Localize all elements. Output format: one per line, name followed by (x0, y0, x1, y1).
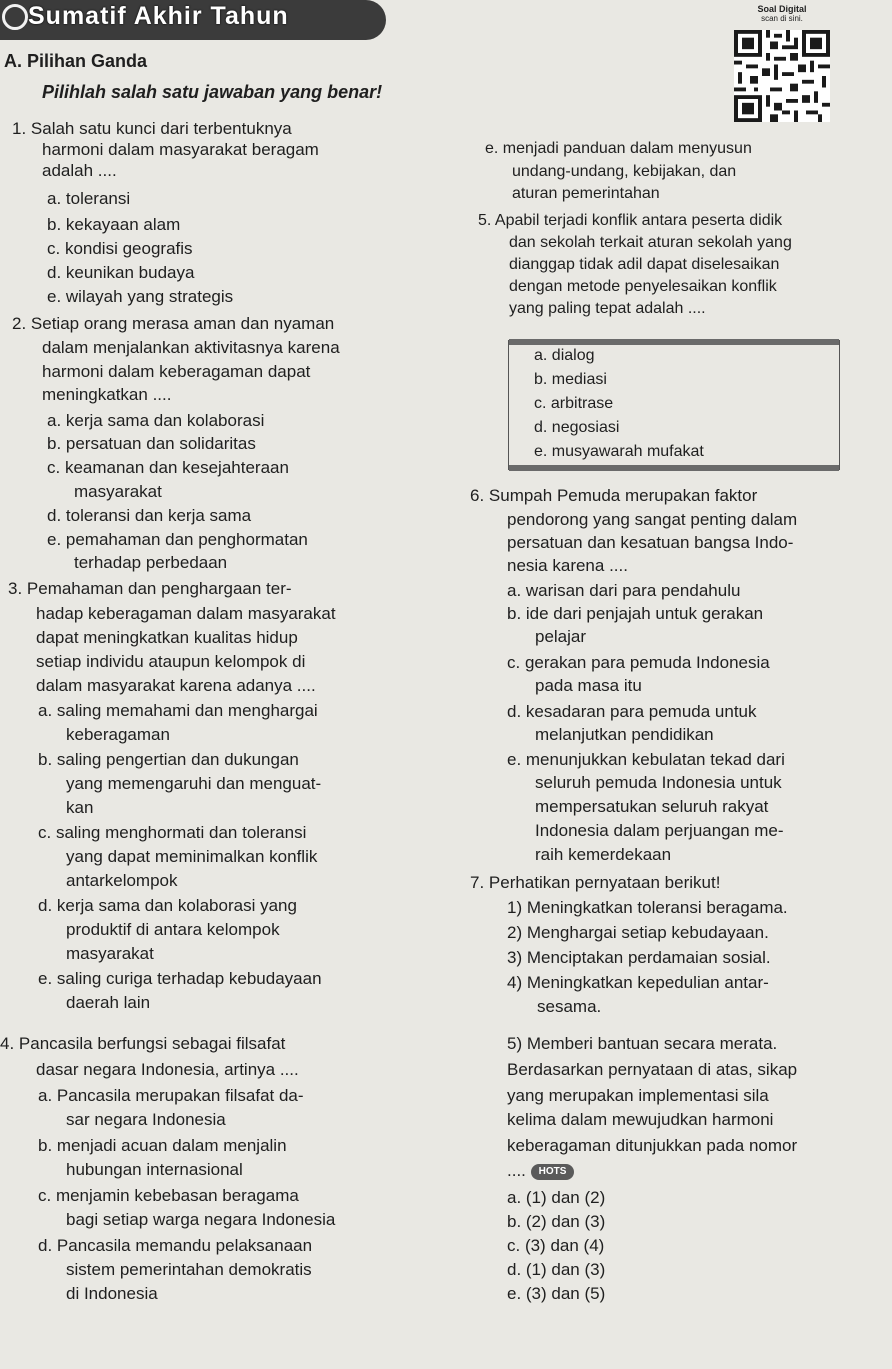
statement-5: 5) Memberi bantuan secara merata. (507, 1034, 778, 1053)
question-text: harmoni dalam masyarakat beragam (42, 140, 319, 159)
question-text: adalah .... (42, 161, 117, 180)
option-e-cont: seluruh pemuda Indonesia untuk (535, 773, 782, 792)
option-a-cont: sar negara Indonesia (66, 1110, 226, 1129)
option-d-cont: produktif di antara kelompok (66, 920, 280, 939)
question-text: yang merupakan implementasi sila (507, 1086, 769, 1105)
statement-4: 4) Meningkatkan kepedulian antar- (507, 973, 769, 992)
question-text: persatuan dan kesatuan bangsa Indo- (507, 533, 794, 552)
option-e[interactable]: e. menjadi panduan dalam menyusun (485, 140, 752, 157)
option-c[interactable]: c. (3) dan (4) (507, 1236, 605, 1255)
question-text: nesia karena .... (507, 556, 628, 575)
ellipsis: .... (507, 1161, 526, 1180)
statement-3: 3) Menciptakan perdamaian sosial. (507, 948, 771, 967)
option-b-cont: kan (66, 798, 94, 817)
option-c[interactable]: c. arbitrase (534, 395, 614, 412)
question-text: dapat meningkatkan kualitas hidup (36, 628, 298, 647)
question-text: harmoni dalam keberagaman dapat (42, 362, 311, 381)
option-e[interactable]: e. (3) dan (5) (507, 1284, 606, 1303)
page-title: Sumatif Akhir Tahun (28, 2, 289, 30)
question-text: dalam menjalankan aktivitasnya karena (42, 338, 340, 357)
option-c-cont: bagi setiap warga negara Indonesia (66, 1210, 336, 1229)
option-c[interactable]: c. menjamin kebebasan beragama (38, 1186, 299, 1205)
option-d[interactable]: d. keunikan budaya (47, 263, 195, 282)
option-b-cont: pelajar (535, 627, 587, 646)
question-text: 3. Pemahaman dan penghargaan ter- (8, 579, 292, 598)
question-text: kelima dalam mewujudkan harmoni (507, 1110, 774, 1129)
question-text: 5. Apabil terjadi konflik antara peserta didik (478, 212, 783, 229)
option-c-cont: yang dapat meminimalkan konflik (66, 847, 318, 866)
question-text: pendorong yang sangat penting dalam (507, 510, 798, 529)
option-e[interactable]: e. musyawarah mufakat (534, 443, 704, 460)
question-text: dengan metode penyelesaikan konflik (509, 278, 777, 295)
question-text: meningkatkan .... (42, 385, 172, 404)
question-text: yang paling tepat adalah .... (509, 300, 706, 317)
option-d[interactable]: d. Pancasila memandu pelaksanaan (38, 1236, 313, 1255)
option-d-cont: di Indonesia (66, 1284, 158, 1303)
box-bottom-bar (509, 465, 839, 471)
question-text: Berdasarkan pernyataan di atas, sikap (507, 1060, 798, 1079)
option-b[interactable]: b. mediasi (534, 371, 607, 388)
hots-badge: HOTS (531, 1164, 575, 1180)
option-d[interactable]: d. negosiasi (534, 419, 620, 436)
option-e-cont: daerah lain (66, 993, 151, 1012)
option-a[interactable]: a. toleransi (47, 189, 131, 208)
statement-4-cont: sesama. (537, 997, 602, 1016)
question-text: keberagaman ditunjukkan pada nomor (507, 1136, 798, 1155)
section-title: A. Pilihan Ganda (4, 51, 148, 71)
question-text: dianggap tidak adil dapat diselesaikan (509, 256, 780, 273)
option-a[interactable]: a. dialog (534, 347, 595, 364)
option-e-cont: aturan pemerintahan (512, 185, 660, 202)
instruction: Pilihlah salah satu jawaban yang benar! (42, 82, 383, 102)
option-a-cont: keberagaman (66, 725, 170, 744)
option-a[interactable]: a. saling memahami dan menghargai (38, 701, 318, 720)
question-text: hadap keberagaman dalam masyarakat (36, 604, 336, 623)
option-b[interactable]: b. persatuan dan solidaritas (47, 434, 256, 453)
qr-sub: scan di sini. (761, 14, 803, 23)
qr-label: Soal Digital (757, 4, 807, 14)
option-d[interactable]: d. (1) dan (3) (507, 1260, 606, 1279)
option-b[interactable]: b. saling pengertian dan dukungan (38, 750, 299, 769)
option-e-cont: Indonesia dalam perjuangan me- (535, 821, 784, 840)
option-c[interactable]: c. kondisi geografis (47, 239, 193, 258)
question-text: dasar negara Indonesia, artinya .... (36, 1060, 299, 1079)
question-text: 7. Perhatikan pernyataan berikut! (470, 873, 721, 892)
digital-question-qr[interactable] (728, 4, 836, 122)
option-d[interactable]: d. kerja sama dan kolaborasi yang (38, 896, 297, 915)
option-d-cont: masyarakat (66, 944, 154, 963)
question-text: 2. Setiap orang merasa aman dan nyaman (12, 314, 335, 333)
question-text: 6. Sumpah Pemuda merupakan faktor (470, 486, 758, 505)
option-e[interactable]: e. saling curiga terhadap kebudayaan (38, 969, 322, 988)
option-b-cont: hubungan internasional (66, 1160, 243, 1179)
option-a[interactable]: a. Pancasila merupakan filsafat da- (38, 1086, 304, 1105)
option-c[interactable]: c. keamanan dan kesejahteraan (47, 458, 289, 477)
option-c[interactable]: c. gerakan para pemuda Indonesia (507, 653, 770, 672)
option-e[interactable]: e. wilayah yang strategis (47, 287, 234, 306)
option-b[interactable]: b. kekayaan alam (47, 215, 181, 234)
option-e[interactable]: e. menunjukkan kebulatan tekad dari (507, 750, 785, 769)
option-c-cont: masyarakat (74, 482, 162, 501)
option-e-cont: undang-undang, kebijakan, dan (512, 163, 737, 180)
option-d-cont: melanjutkan pendidikan (535, 725, 714, 744)
option-b-cont: yang memengaruhi dan menguat- (66, 774, 322, 793)
question-text: dan sekolah terkait aturan sekolah yang (509, 234, 792, 251)
option-b[interactable]: b. (2) dan (3) (507, 1212, 606, 1231)
option-a[interactable]: a. kerja sama dan kolaborasi (47, 411, 265, 430)
option-e-cont: raih kemerdekaan (535, 845, 672, 864)
option-d[interactable]: d. kesadaran para pemuda untuk (507, 702, 757, 721)
option-c-cont: antarkelompok (66, 871, 178, 890)
option-d-cont: sistem pemerintahan demokratis (66, 1260, 312, 1279)
question-text: 4. Pancasila berfungsi sebagai filsafat (0, 1034, 286, 1053)
option-c-cont: pada masa itu (535, 676, 642, 695)
option-c[interactable]: c. saling menghormati dan toleransi (38, 823, 307, 842)
option-e-cont: mempersatukan seluruh rakyat (535, 797, 769, 816)
question-text: 1. Salah satu kunci dari terbentuknya (12, 119, 292, 138)
option-e-cont: terhadap perbedaan (74, 553, 228, 572)
statement-1: 1) Meningkatkan toleransi beragama. (507, 898, 788, 917)
statement-2: 2) Menghargai setiap kebudayaan. (507, 923, 769, 942)
title-banner (0, 0, 386, 40)
option-a[interactable]: a. warisan dari para pendahulu (507, 581, 741, 600)
option-b[interactable]: b. menjadi acuan dalam menjalin (38, 1136, 287, 1155)
option-b[interactable]: b. ide dari penjajah untuk gerakan (507, 604, 764, 623)
option-d[interactable]: d. toleransi dan kerja sama (47, 506, 252, 525)
question-ellipsis (507, 1160, 574, 1182)
question-text: dalam masyarakat karena adanya .... (36, 676, 316, 695)
option-e[interactable]: e. pemahaman dan penghormatan (47, 530, 308, 549)
option-a[interactable]: a. (1) dan (2) (507, 1188, 606, 1207)
circle-icon (2, 4, 28, 30)
qr-code-icon[interactable] (734, 30, 830, 122)
question-text: setiap individu ataupun kelompok di (36, 652, 306, 671)
